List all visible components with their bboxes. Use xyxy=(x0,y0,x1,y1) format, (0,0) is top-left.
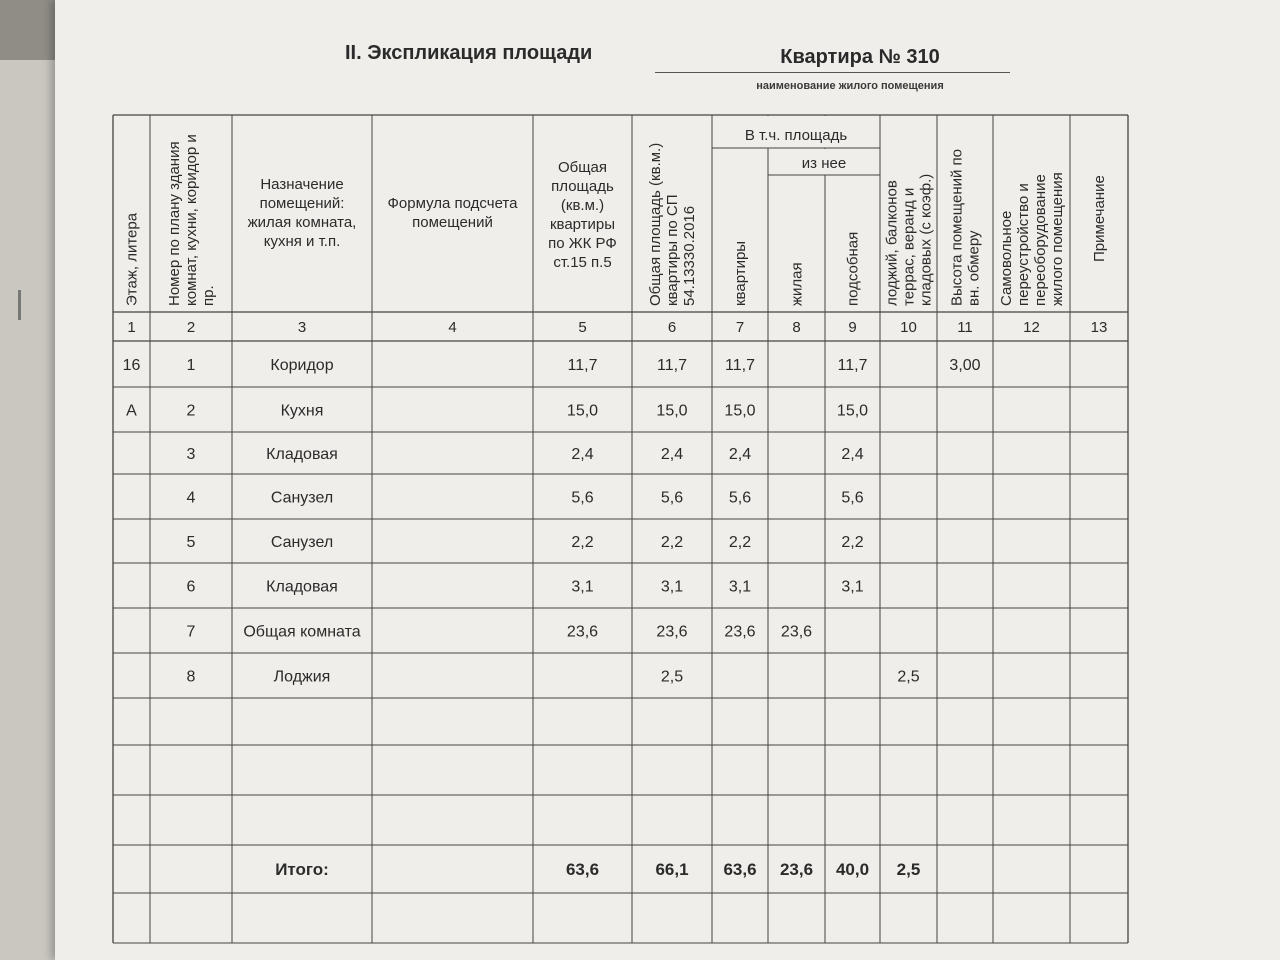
header-formula: помещений xyxy=(412,214,493,231)
column-number: 8 xyxy=(792,319,801,336)
column-number: 13 xyxy=(1090,319,1108,336)
column-numbers-row xyxy=(127,319,1107,336)
header-purpose: кухня и т.п. xyxy=(263,233,341,250)
table-cell: 11,7 xyxy=(567,357,598,374)
totals-cell: 40,0 xyxy=(835,860,870,879)
header-loggia: террас, веранд и xyxy=(900,187,918,306)
header-height: вн. обмеру xyxy=(965,230,983,306)
table-cell: 8 xyxy=(186,668,196,686)
table-cell: 11,7 xyxy=(725,357,755,374)
totals-cell: 23,6 xyxy=(779,860,814,879)
table-cell: 11,7 xyxy=(837,357,868,374)
table-cell: 2 xyxy=(186,402,196,420)
table-row xyxy=(187,490,864,507)
table-cell: 3,1 xyxy=(571,578,594,596)
table-cell: Кухня xyxy=(280,402,324,420)
table-cell: 23,6 xyxy=(780,623,813,641)
apartment-name: Квартира № 310 xyxy=(780,46,940,68)
header-auxiliary: подсобная xyxy=(844,231,862,306)
column-number: 7 xyxy=(735,319,745,336)
header-note: Примечание xyxy=(1091,175,1108,262)
header-floor: Этаж, литера xyxy=(123,212,141,306)
table-row xyxy=(187,669,920,686)
table-cell: 3,1 xyxy=(660,578,684,596)
table-cell: 15,0 xyxy=(566,402,599,420)
table-row xyxy=(187,579,864,596)
column-number: 9 xyxy=(848,319,857,336)
table-cell: 15,0 xyxy=(724,402,756,420)
header-plan-number: комнат, кухни, коридор и xyxy=(183,134,200,306)
table-row xyxy=(187,446,864,463)
table-cell: 2,5 xyxy=(897,668,920,686)
table-cell: 2,2 xyxy=(728,534,752,551)
column-number: 10 xyxy=(900,319,917,336)
header-total-area: ст.15 п.5 xyxy=(553,254,612,271)
header-total-area: по ЖК РФ xyxy=(548,235,617,252)
totals-cell: 2,5 xyxy=(896,860,921,879)
header-loggia: лоджий, балконов xyxy=(883,180,901,306)
table-cell: 2,2 xyxy=(841,534,864,551)
table-cell: 4 xyxy=(186,489,196,507)
table-cell: А xyxy=(126,402,137,420)
header-apartment: квартиры xyxy=(732,240,749,306)
header-total-area: квартиры xyxy=(549,216,616,233)
table-cell: 2,4 xyxy=(660,446,684,463)
table-cell: Общая комната xyxy=(243,623,361,641)
header-purpose: помещений: xyxy=(259,195,345,212)
column-number: 4 xyxy=(448,319,457,336)
table-cell: 3,1 xyxy=(841,578,864,596)
table-row xyxy=(187,624,813,641)
table-row xyxy=(126,403,868,420)
header-living: жилая xyxy=(788,262,806,306)
table-cell: Лоджия xyxy=(273,668,331,686)
table-cell: 2,5 xyxy=(660,668,684,686)
table-cell: 15,0 xyxy=(836,402,869,420)
table-cell: 23,6 xyxy=(724,623,756,641)
header-total-area-sp: квартиры по СП xyxy=(664,194,681,306)
totals-cell: 66,1 xyxy=(655,860,689,879)
table-cell: 3 xyxy=(186,446,196,463)
header-purpose: жилая комната, xyxy=(247,214,357,231)
table-cell: Коридор xyxy=(270,357,334,374)
table-cell: Кладовая xyxy=(266,578,338,596)
header-total-area-sp: Общая площадь (кв.м.) xyxy=(647,142,664,306)
table-cell: 5,6 xyxy=(660,489,684,507)
table-cell: 1 xyxy=(186,357,196,374)
totals-cell: 63,6 xyxy=(723,860,757,879)
header-group-area: В т.ч. площадь xyxy=(744,127,848,144)
totals-cell: 63,6 xyxy=(565,860,600,879)
table-cell: Кладовая xyxy=(266,446,338,463)
table-cell: Санузел xyxy=(270,489,334,507)
header-plan-number: пр. xyxy=(200,285,217,306)
table-cell: 2,4 xyxy=(841,446,864,463)
header-group-sub: из нее xyxy=(801,155,847,172)
column-number: 2 xyxy=(186,319,196,336)
column-number: 3 xyxy=(297,319,307,336)
table-cell: 3,1 xyxy=(728,578,752,596)
apartment-caption: наименование жилого помещения xyxy=(756,80,944,92)
table-cell: 5,6 xyxy=(571,489,594,507)
column-number: 1 xyxy=(127,319,136,336)
table-cell: 7 xyxy=(186,623,196,641)
table-row xyxy=(187,534,864,551)
table-cell: 2,4 xyxy=(728,446,752,463)
header-total-area: площадь xyxy=(551,178,614,195)
header-plan-number: Номер по плану здания xyxy=(166,141,183,306)
column-number: 11 xyxy=(957,319,973,336)
header-unauthorized: переустройство и xyxy=(1015,183,1032,306)
table-cell: 5,6 xyxy=(841,489,864,507)
table-cell: 11,7 xyxy=(657,357,687,374)
table-cell: 16 xyxy=(122,357,141,374)
table-row xyxy=(123,357,981,374)
table-cell: 2,2 xyxy=(571,534,594,551)
column-number: 6 xyxy=(667,319,677,336)
column-number: 5 xyxy=(578,319,587,336)
header-unauthorized: жилого помещения xyxy=(1049,172,1066,306)
header-unauthorized: Самовольное xyxy=(998,210,1015,306)
document-title: II. Экспликация площади xyxy=(345,42,593,64)
table-cell: 5,6 xyxy=(728,489,752,507)
totals-label: Итого: xyxy=(275,860,329,879)
header-formula: Формула подсчета xyxy=(387,195,518,212)
table-cell: 5 xyxy=(186,534,196,551)
header-height: Высота помещений по xyxy=(948,149,966,306)
table-cell: Санузел xyxy=(270,534,334,551)
header-total-area: Общая xyxy=(557,159,608,176)
table-cell: 15,0 xyxy=(656,402,688,420)
table-cell: 6 xyxy=(186,578,196,596)
table-cell: 2,2 xyxy=(660,534,684,551)
column-number: 12 xyxy=(1023,319,1040,336)
header-purpose: Назначение xyxy=(260,176,344,193)
table-cell: 3,00 xyxy=(949,357,981,374)
header-unauthorized: переоборудование xyxy=(1032,174,1049,306)
header-total-area-sp: 54.13330.2016 xyxy=(681,205,698,306)
table-header xyxy=(124,127,1109,306)
header-loggia: кладовых (с коэф.) xyxy=(917,173,935,306)
table-cell: 2,4 xyxy=(571,446,594,463)
table-cell: 23,6 xyxy=(566,623,599,641)
table-cell: 23,6 xyxy=(656,623,688,641)
table-body xyxy=(123,357,981,879)
header-total-area: (кв.м.) xyxy=(560,197,605,214)
